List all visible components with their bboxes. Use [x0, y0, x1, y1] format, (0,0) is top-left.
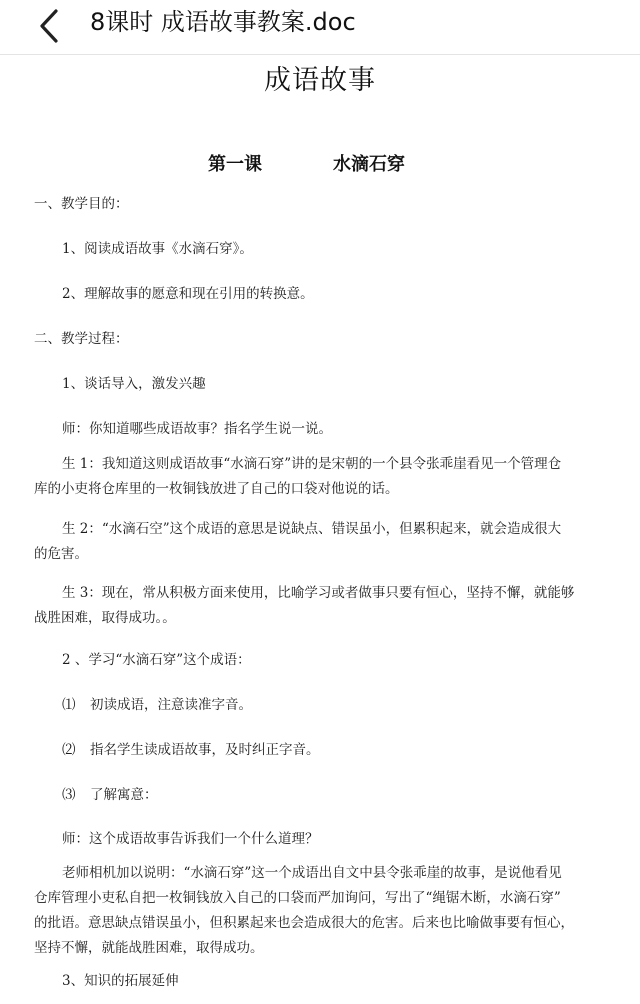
paragraph: 师：你知道哪些成语故事？指名学生说一说。: [62, 421, 332, 437]
paragraph: [34, 581, 612, 631]
section-heading-process: 二、教学过程：: [34, 331, 129, 347]
paragraph-line: 生 1：我知道这则成语故事“水滴石穿”讲的是宋朝的一个县令张乖崖看见一个管理仓: [62, 456, 562, 472]
lesson-name: 水滴石穿: [333, 154, 405, 175]
top-bar: [0, 0, 640, 55]
paragraph-line: 的危害。: [34, 546, 88, 562]
sub-item-text: 初读成语，注意读准字音。: [90, 697, 252, 713]
paragraph: 师：这个成语故事告诉我们一个什么道理？: [62, 831, 319, 847]
paragraph-line: 坚持不懈，就能战胜困难，取得成功。: [34, 940, 264, 956]
sub-item-number: ⑶: [62, 787, 76, 803]
objective-item: 2、理解故事的愿意和现在引用的转换意。: [62, 286, 314, 302]
document-page[interactable]: [0, 55, 640, 1004]
section-heading-objectives: 一、教学目的：: [34, 196, 129, 212]
step-heading: 1、谈话导入，激发兴趣: [62, 376, 206, 392]
sub-item-text: 了解寓意：: [90, 787, 158, 803]
objective-item: 1、阅读成语故事《水滴石穿》。: [62, 241, 253, 257]
chevron-left-icon: [30, 6, 70, 46]
paragraph: [34, 452, 612, 502]
step-heading: 2 、学习“水滴石穿”这个成语：: [62, 652, 251, 668]
paragraph-line: 生 3：现在，常从积极方面来使用，比喻学习或者做事只要有恒心，坚持不懈，就能够: [62, 585, 575, 601]
lesson-label: 第一课: [208, 154, 262, 175]
document-filename: 8课时 成语故事教案.doc: [90, 8, 356, 36]
paragraph-line: 仓库管理小吏私自把一枚铜钱放入自己的口袋而严加询问，写出了“绳锯木断，水滴石穿”: [34, 890, 561, 906]
sub-item-number: ⑵: [62, 742, 76, 758]
sub-item-number: ⑴: [62, 697, 76, 713]
paragraph: [34, 861, 612, 961]
paragraph-line: 生 2：“水滴石空”这个成语的意思是说缺点、错误虽小，但累积起来，就会造成很大: [62, 521, 562, 537]
paragraph-line: 库的小吏将仓库里的一枚铜钱放进了自己的口袋对他说的话。: [34, 481, 399, 497]
document-title: 成语故事: [264, 65, 376, 96]
paragraph-line: 的批语。意思缺点错误虽小，但积累起来也会造成很大的危害。后来也比喻做事要有恒心，: [34, 915, 574, 931]
step-heading: 3、知识的拓展延伸: [62, 973, 179, 989]
paragraph-line: 战胜困难，取得成功。。: [34, 610, 176, 626]
paragraph: [34, 517, 612, 567]
paragraph-line: 老师相机加以说明：“水滴石穿”这一个成语出自文中县令张乖崖的故事，是说他看见: [62, 865, 562, 881]
back-button[interactable]: [30, 6, 70, 46]
sub-item-text: 指名学生读成语故事，及时纠正字音。: [90, 742, 320, 758]
